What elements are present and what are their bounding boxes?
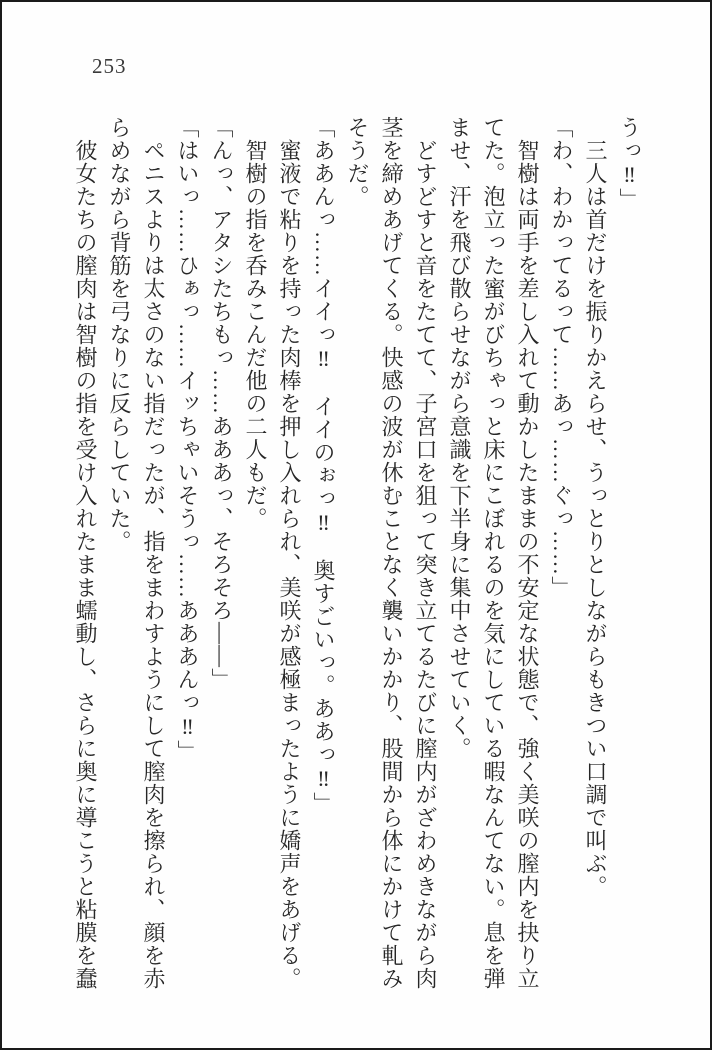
text-line: 三人は首だけを振りかえらせ、うっとりとしながらもきつい口調で叫ぶ。 xyxy=(583,139,608,898)
page-number: 253 xyxy=(92,54,127,78)
text-line: どすどすと音をたてて、子宮口を狙って突き立てるたびに膣内がざわめきながら肉 xyxy=(413,139,438,990)
text-line: 彼女たちの膣肉は智樹の指を受け入れたまま蠕動し、さらに奥に導こうと粘膜を蠢 xyxy=(73,139,98,990)
text-line: 智樹は両手を差し入れて動かしたままの不安定な状態で、強く美咲の膣内を抉り立 xyxy=(515,139,540,990)
text-line: てた。泡立った蜜がびちゃっと床にこぼれるのを気にしている暇なんてない。息を弾 xyxy=(481,116,506,990)
text-line: 「んっ、アタシたちもっ……あああっ、そろそろ――」 xyxy=(209,116,234,691)
text-line: ませ、汗を飛び散らせながら意識を下半身に集中させていく。 xyxy=(447,116,472,760)
text-line: 智樹の指を呑みこんだ他の二人もだ。 xyxy=(243,139,268,530)
text-line: 蜜液で粘りを持った肉棒を押し入れられ、美咲が感極まったように嬌声をあげる。 xyxy=(277,139,302,990)
text-line: 茎を締めあげてくる。快感の波が休むことなく襲いかかり、股間から体にかけて軋み xyxy=(379,116,404,990)
text-line: らめながら背筋を弓なりに反らしていた。 xyxy=(107,116,132,553)
text-line: ペニスよりは太さのない指だったが、指をまわすようにして膣肉を擦られ、顔を赤 xyxy=(141,139,166,990)
text-block xyxy=(68,116,646,1008)
text-line: 「はいっ……ひぁっ……イッちゃいそうっ……あああんっ‼」 xyxy=(175,116,200,763)
text-line: うっ‼」 xyxy=(617,116,642,211)
text-line: そうだ。 xyxy=(345,116,370,208)
text-line: 「ああんっ……イイっ‼ イイのぉっ‼ 奥すごいっ。ああっ‼」 xyxy=(311,116,336,815)
text-line: 「わ、わかってるって……あっ……ぐっ……」 xyxy=(549,116,574,599)
